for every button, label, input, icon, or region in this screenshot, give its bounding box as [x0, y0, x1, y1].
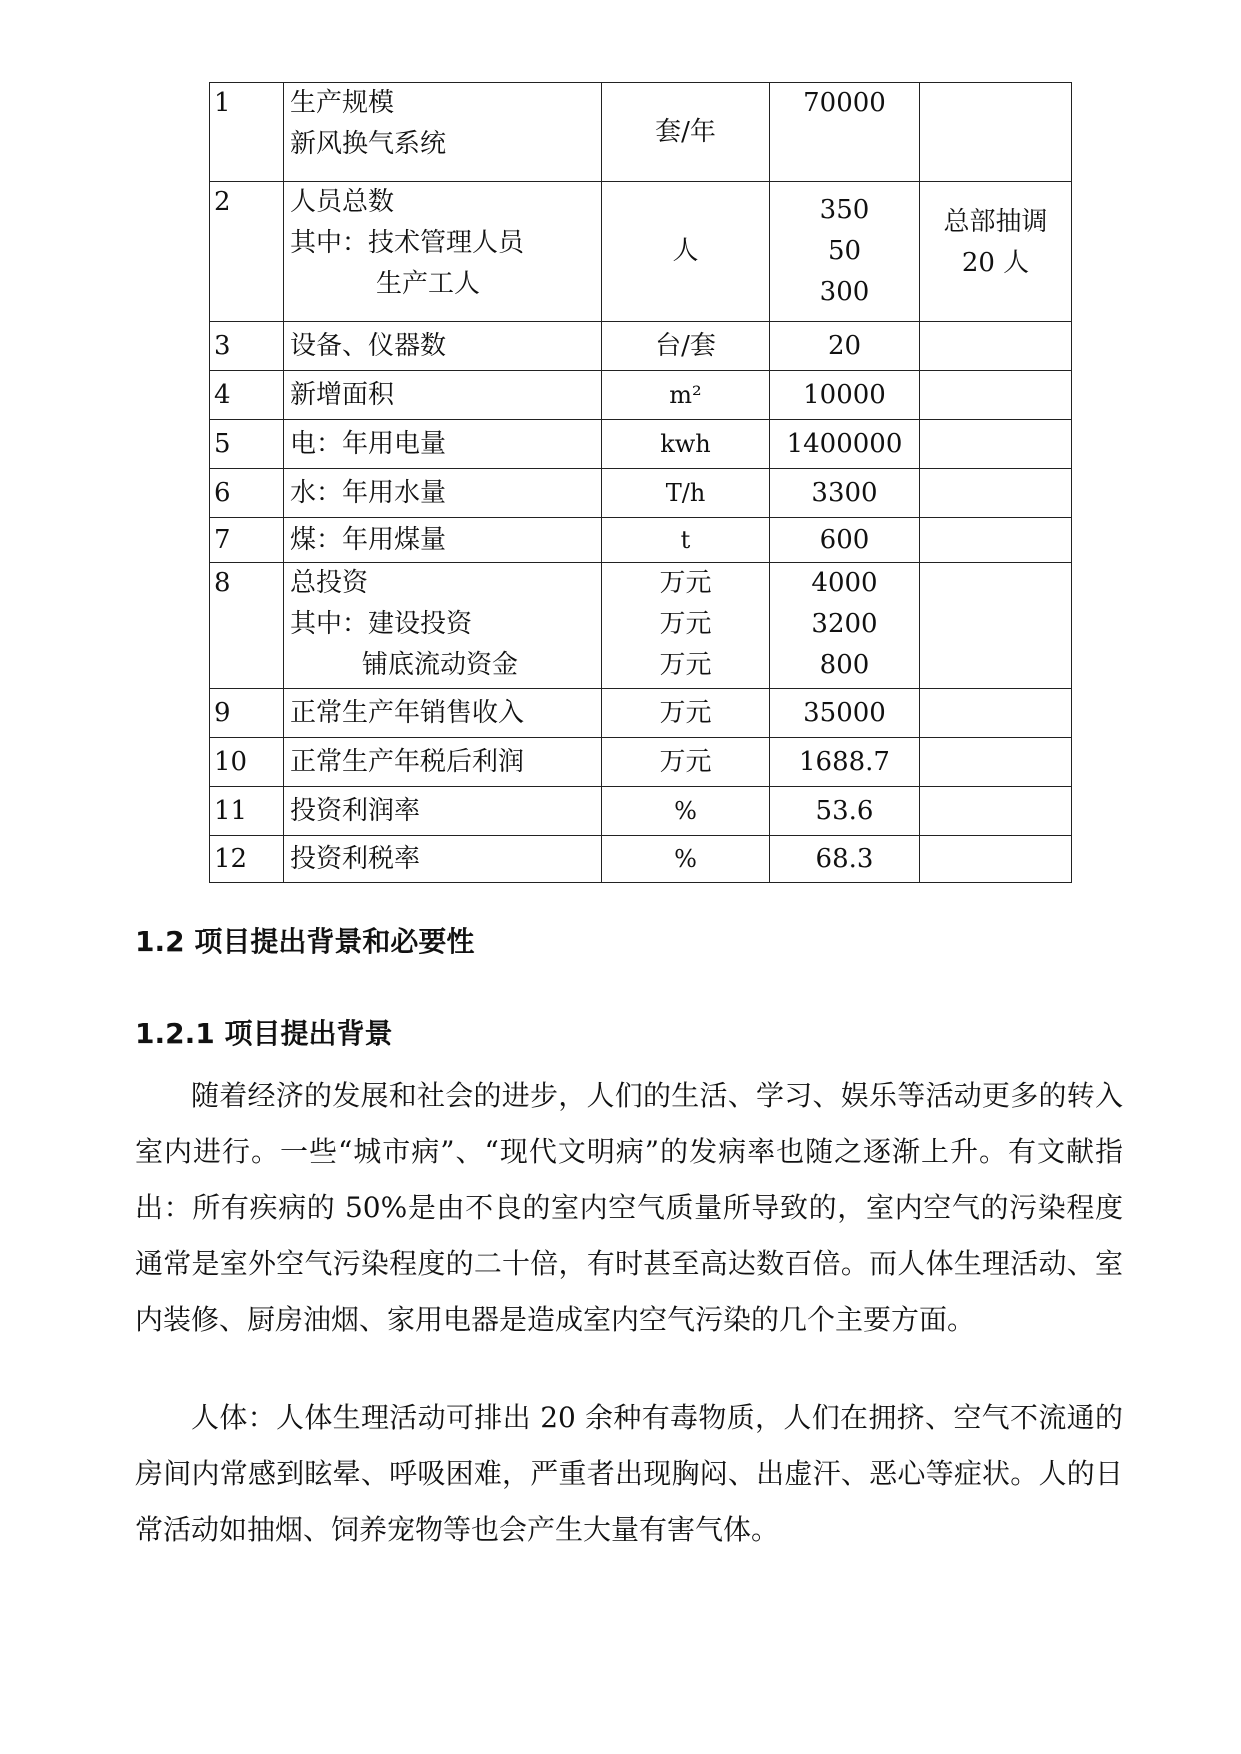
- unit-line: 万元: [659, 650, 712, 680]
- value-line: 3200: [811, 609, 878, 639]
- item-cell: 投资利润率: [284, 787, 602, 836]
- item-line: 铺底流动资金: [362, 650, 519, 680]
- value-cell: 70000: [770, 83, 920, 182]
- body-paragraph: 人体：人体生理活动可排出 20 余种有毒物质，人们在拥挤、空气不流通的房间内常感到眩晕、呼吸困难，严重者出现胸闷、出虚汗、恶心等症状。人的日常活动如抽烟、饲养宠物等也会产生大量有害气体。: [135, 1401, 1123, 1546]
- row-number: 6: [210, 469, 284, 518]
- note-cell: [920, 689, 1072, 738]
- value-cell: 35000: [770, 689, 920, 738]
- row-number: 2: [210, 182, 284, 322]
- value-cell: [770, 182, 920, 322]
- item-cell: [284, 83, 602, 182]
- item-line: 生产规模: [290, 88, 395, 118]
- row-number: 3: [210, 322, 284, 371]
- body-paragraph: 随着经济的发展和社会的进步，人们的生活、学习、娱乐等活动更多的转入室内进行。一些“城市病”、“现代文明病”的发病率也随之逐渐上升。有文献指出：所有疾病的 50%是由不良的室内空气质量所导致的，室内空气的污染程度通常是室外空气污染程度的二十倍，有时甚至高达数百倍。而人体生理活动、室内装修、厨房油烟、家用电器是造成室内空气污染的几个主要方面。: [135, 1079, 1123, 1336]
- item-cell: 煤：年用煤量: [284, 518, 602, 563]
- table-row: [210, 83, 1072, 182]
- unit-line: 万元: [659, 568, 712, 598]
- item-line: 总投资: [290, 568, 369, 598]
- value-cell: 68.3: [770, 836, 920, 883]
- value-line: 350: [819, 195, 870, 225]
- note-cell: [920, 469, 1072, 518]
- unit-cell: kwh: [602, 420, 770, 469]
- value-cell: 1688.7: [770, 738, 920, 787]
- value-cell: 3300: [770, 469, 920, 518]
- row-number: 5: [210, 420, 284, 469]
- note-cell: [920, 371, 1072, 420]
- project-indicators-table: [209, 82, 1072, 883]
- table-row: [210, 836, 1072, 883]
- row-number: 12: [210, 836, 284, 883]
- item-cell: [284, 182, 602, 322]
- note-cell: [920, 83, 1072, 182]
- unit-cell: 人: [602, 182, 770, 322]
- table-row: [210, 182, 1072, 322]
- unit-cell: %: [602, 836, 770, 883]
- item-cell: 新增面积: [284, 371, 602, 420]
- item-line: 生产工人: [376, 269, 481, 299]
- table-row: [210, 420, 1072, 469]
- table-row: [210, 563, 1072, 689]
- value-cell: 600: [770, 518, 920, 563]
- note-cell: [920, 182, 1072, 322]
- note-line: 总部抽调: [943, 207, 1048, 237]
- item-cell: 正常生产年税后利润: [284, 738, 602, 787]
- value-line: 50: [827, 236, 862, 266]
- item-cell: 电：年用电量: [284, 420, 602, 469]
- unit-cell: 万元: [602, 689, 770, 738]
- subsection-heading: 1.2.1 项目提出背景: [135, 1017, 393, 1050]
- item-line: 其中：建设投资: [290, 609, 473, 639]
- row-number: 10: [210, 738, 284, 787]
- row-number: 7: [210, 518, 284, 563]
- section-heading: 1.2 项目提出背景和必要性: [135, 925, 475, 958]
- table-row: [210, 738, 1072, 787]
- table-row: [210, 322, 1072, 371]
- unit-cell: T/h: [602, 469, 770, 518]
- item-cell: 设备、仪器数: [284, 322, 602, 371]
- note-cell: [920, 836, 1072, 883]
- table-row: [210, 689, 1072, 738]
- item-line: 人员总数: [290, 187, 395, 217]
- item-cell: 投资利税率: [284, 836, 602, 883]
- row-number: 9: [210, 689, 284, 738]
- unit-cell: 台/套: [602, 322, 770, 371]
- table-row: [210, 787, 1072, 836]
- value-cell: 1400000: [770, 420, 920, 469]
- value-cell: 20: [770, 322, 920, 371]
- table-row: [210, 371, 1072, 420]
- item-cell: 正常生产年销售收入: [284, 689, 602, 738]
- unit-line: 万元: [659, 609, 712, 639]
- value-cell: 53.6: [770, 787, 920, 836]
- row-number: 11: [210, 787, 284, 836]
- row-number: 1: [210, 83, 284, 182]
- unit-cell: t: [602, 518, 770, 563]
- unit-cell: m²: [602, 371, 770, 420]
- note-cell: [920, 420, 1072, 469]
- unit-cell: [602, 563, 770, 689]
- item-line: 新风换气系统: [290, 129, 447, 159]
- unit-cell: 套/年: [602, 83, 770, 182]
- value-cell: [770, 563, 920, 689]
- note-cell: [920, 518, 1072, 563]
- value-cell: 10000: [770, 371, 920, 420]
- note-cell: [920, 563, 1072, 689]
- table-row: [210, 469, 1072, 518]
- item-cell: [284, 563, 602, 689]
- item-line: 其中：技术管理人员: [290, 228, 525, 258]
- note-cell: [920, 738, 1072, 787]
- item-cell: 水：年用水量: [284, 469, 602, 518]
- row-number: 4: [210, 371, 284, 420]
- unit-cell: 万元: [602, 738, 770, 787]
- value-line: 4000: [811, 568, 878, 598]
- unit-cell: %: [602, 787, 770, 836]
- note-cell: [920, 787, 1072, 836]
- value-line: 800: [819, 650, 870, 680]
- value-line: 300: [819, 277, 870, 307]
- row-number: 8: [210, 563, 284, 689]
- note-line: 20 人: [961, 248, 1030, 278]
- table-row: [210, 518, 1072, 563]
- note-cell: [920, 322, 1072, 371]
